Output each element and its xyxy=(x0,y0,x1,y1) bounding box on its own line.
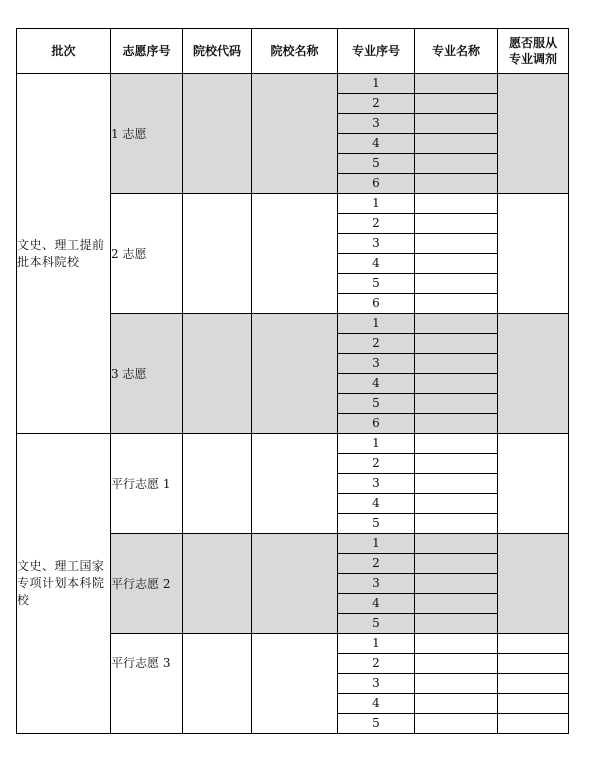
major-name-field[interactable] xyxy=(415,334,498,354)
major-name-field[interactable] xyxy=(415,494,498,514)
school-code-field[interactable] xyxy=(183,314,252,434)
major-number-cell: 1 xyxy=(338,74,415,94)
major-number-cell: 2 xyxy=(338,554,415,574)
school-name-field[interactable] xyxy=(252,534,338,634)
major-number-cell: 1 xyxy=(338,534,415,554)
school-name-field[interactable] xyxy=(252,434,338,534)
major-number-cell: 3 xyxy=(338,474,415,494)
school-name-field[interactable] xyxy=(252,74,338,194)
major-number-cell: 2 xyxy=(338,94,415,114)
accept-adjustment-field[interactable] xyxy=(498,74,569,194)
major-name-field[interactable] xyxy=(415,414,498,434)
accept-adjustment-field[interactable] xyxy=(498,654,569,674)
school-code-field[interactable] xyxy=(183,534,252,634)
preference-label-cell: 1 志愿 xyxy=(111,74,183,194)
major-name-field[interactable] xyxy=(415,434,498,454)
header-school-code: 院校代码 xyxy=(183,29,252,74)
major-name-field[interactable] xyxy=(415,374,498,394)
major-name-field[interactable] xyxy=(415,554,498,574)
table-row xyxy=(17,74,569,94)
major-number-cell: 4 xyxy=(338,374,415,394)
major-number-cell: 2 xyxy=(338,214,415,234)
major-number-cell: 6 xyxy=(338,414,415,434)
header-accept-adjustment: 愿否服从专业调剂 xyxy=(498,29,569,74)
accept-adjustment-field[interactable] xyxy=(498,194,569,314)
school-code-field[interactable] xyxy=(183,74,252,194)
major-number-cell: 4 xyxy=(338,694,415,714)
major-number-cell: 2 xyxy=(338,454,415,474)
major-name-field[interactable] xyxy=(415,174,498,194)
header-preference-no: 志愿序号 xyxy=(111,29,183,74)
major-number-cell: 2 xyxy=(338,334,415,354)
major-name-field[interactable] xyxy=(415,294,498,314)
table-row xyxy=(17,434,569,454)
major-number-cell: 2 xyxy=(338,654,415,674)
preference-label-cell: 平行志愿 2 xyxy=(111,534,183,634)
major-name-field[interactable] xyxy=(415,114,498,134)
school-code-field[interactable] xyxy=(183,434,252,534)
major-name-field[interactable] xyxy=(415,634,498,654)
major-name-field[interactable] xyxy=(415,314,498,334)
accept-adjustment-field[interactable] xyxy=(498,434,569,534)
major-number-cell: 3 xyxy=(338,354,415,374)
major-number-cell: 6 xyxy=(338,174,415,194)
major-name-field[interactable] xyxy=(415,194,498,214)
major-name-field[interactable] xyxy=(415,614,498,634)
accept-adjustment-field[interactable] xyxy=(498,534,569,634)
major-number-cell: 1 xyxy=(338,434,415,454)
major-name-field[interactable] xyxy=(415,594,498,614)
major-number-cell: 4 xyxy=(338,594,415,614)
accept-adjustment-field[interactable] xyxy=(498,694,569,714)
school-name-field[interactable] xyxy=(252,314,338,434)
accept-adjustment-field[interactable] xyxy=(498,714,569,734)
major-name-field[interactable] xyxy=(415,694,498,714)
school-name-field[interactable] xyxy=(252,194,338,314)
major-number-cell: 1 xyxy=(338,314,415,334)
major-name-field[interactable] xyxy=(415,134,498,154)
major-name-field[interactable] xyxy=(415,534,498,554)
major-name-field[interactable] xyxy=(415,94,498,114)
major-name-field[interactable] xyxy=(415,74,498,94)
header-major-no: 专业序号 xyxy=(338,29,415,74)
preference-label-cell: 平行志愿 1 xyxy=(111,434,183,534)
major-name-field[interactable] xyxy=(415,154,498,174)
school-code-field[interactable] xyxy=(183,194,252,314)
header-row xyxy=(17,29,569,74)
major-number-cell: 4 xyxy=(338,134,415,154)
accept-adjustment-field[interactable] xyxy=(498,314,569,434)
major-number-cell: 6 xyxy=(338,294,415,314)
major-number-cell: 3 xyxy=(338,674,415,694)
major-name-field[interactable] xyxy=(415,394,498,414)
major-number-cell: 5 xyxy=(338,154,415,174)
major-number-cell: 5 xyxy=(338,274,415,294)
major-number-cell: 5 xyxy=(338,714,415,734)
application-form-table xyxy=(16,28,569,734)
school-name-field[interactable] xyxy=(252,634,338,734)
major-number-cell: 1 xyxy=(338,634,415,654)
major-name-field[interactable] xyxy=(415,674,498,694)
major-number-cell: 3 xyxy=(338,234,415,254)
major-name-field[interactable] xyxy=(415,234,498,254)
major-number-cell: 3 xyxy=(338,114,415,134)
major-name-field[interactable] xyxy=(415,254,498,274)
major-name-field[interactable] xyxy=(415,274,498,294)
preference-label-cell: 平行志愿 3 xyxy=(111,634,183,734)
preference-label-cell: 2 志愿 xyxy=(111,194,183,314)
accept-adjustment-field[interactable] xyxy=(498,634,569,654)
batch-name-cell: 文史、理工国家专项计划本科院校 xyxy=(17,434,111,734)
major-name-field[interactable] xyxy=(415,214,498,234)
preference-label-cell: 3 志愿 xyxy=(111,314,183,434)
batch-name-cell: 文史、理工提前批本科院校 xyxy=(17,74,111,434)
major-number-cell: 5 xyxy=(338,394,415,414)
major-name-field[interactable] xyxy=(415,454,498,474)
form-body xyxy=(17,74,569,734)
major-name-field[interactable] xyxy=(415,574,498,594)
major-name-field[interactable] xyxy=(415,654,498,674)
header-school-name: 院校名称 xyxy=(252,29,338,74)
major-name-field[interactable] xyxy=(415,354,498,374)
major-number-cell: 3 xyxy=(338,574,415,594)
major-number-cell: 4 xyxy=(338,254,415,274)
major-name-field[interactable] xyxy=(415,474,498,494)
major-number-cell: 1 xyxy=(338,194,415,214)
header-batch: 批次 xyxy=(17,29,111,74)
major-name-field[interactable] xyxy=(415,714,498,734)
major-number-cell: 5 xyxy=(338,514,415,534)
major-number-cell: 4 xyxy=(338,494,415,514)
school-code-field[interactable] xyxy=(183,634,252,734)
major-name-field[interactable] xyxy=(415,514,498,534)
major-number-cell: 5 xyxy=(338,614,415,634)
accept-adjustment-field[interactable] xyxy=(498,674,569,694)
header-major-name: 专业名称 xyxy=(415,29,498,74)
